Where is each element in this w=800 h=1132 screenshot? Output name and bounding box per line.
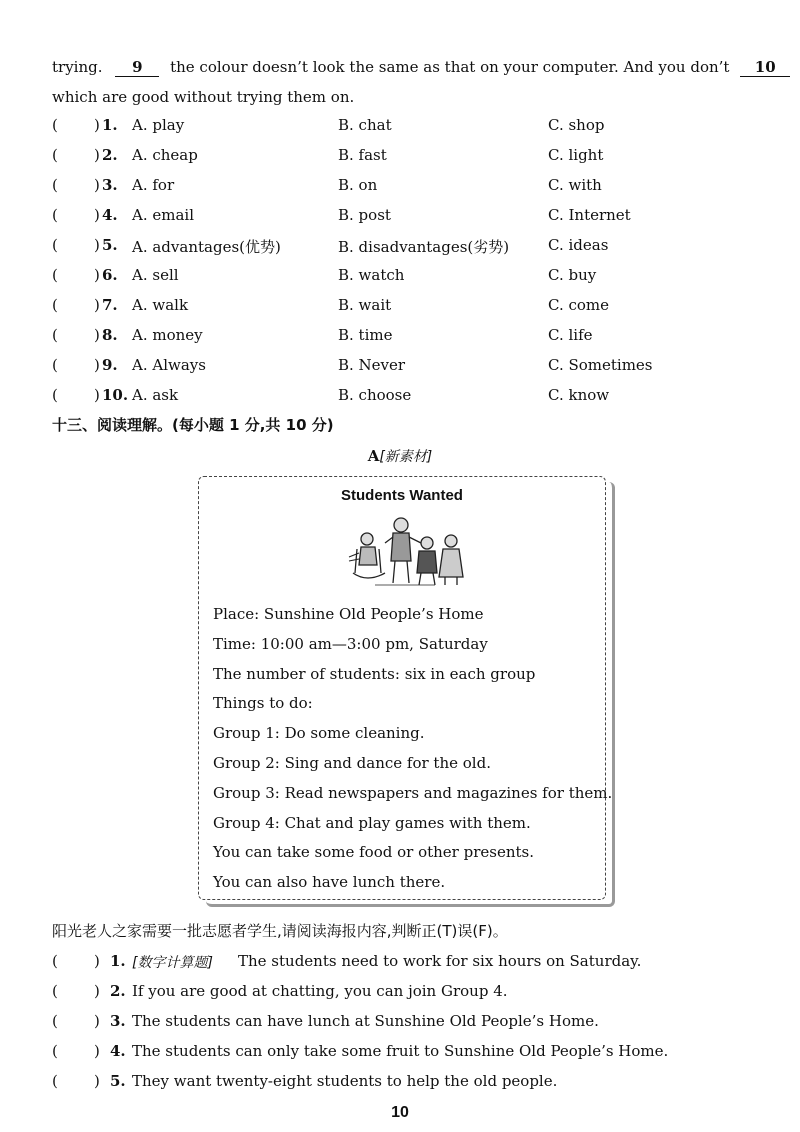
mc-question-row [52, 296, 752, 320]
mc-question-row [52, 266, 752, 290]
mc-question-row [52, 116, 752, 140]
question-number: 8. [102, 326, 118, 344]
question-tag: [数字计算题] [132, 955, 213, 971]
mc-question-row [52, 386, 752, 410]
answer-paren-close: ) [94, 176, 100, 194]
answer-paren-open[interactable]: ( [52, 266, 58, 284]
question-number: 2. [110, 982, 126, 1000]
option-a: A. cheap [132, 146, 198, 164]
option-a: A. walk [132, 296, 189, 314]
answer-paren-open[interactable]: ( [52, 206, 58, 224]
question-number: 4. [110, 1042, 126, 1060]
option-a: A. ask [132, 386, 179, 404]
passage-line-2: which are good without trying them on. [52, 88, 355, 106]
poster-line: The number of students: six in each group [213, 664, 536, 683]
mc-question-row [52, 356, 752, 380]
option-c: C. buy [548, 266, 597, 284]
question-number: 7. [102, 296, 118, 314]
part-title [0, 446, 800, 466]
option-b: B. fast [338, 146, 387, 164]
option-b: B. wait [338, 296, 392, 314]
answer-paren-open[interactable]: ( [52, 1042, 58, 1060]
answer-paren-open[interactable]: ( [52, 982, 58, 1000]
page-number: 10 [391, 1104, 409, 1121]
answer-paren-close: ) [94, 1042, 100, 1060]
mc-question-row [52, 176, 752, 200]
tf-question-row [52, 1072, 752, 1096]
question-number: 10. [102, 386, 129, 404]
option-c: C. with [548, 176, 602, 194]
mc-question-row [52, 326, 752, 350]
option-a: A. money [132, 326, 203, 344]
blank-10: 10 [740, 58, 790, 77]
option-c: C. Sometimes [548, 356, 653, 374]
part-tag: [新素材] [379, 449, 433, 465]
option-b: B. choose [338, 386, 412, 404]
question-number: 5. [110, 1072, 126, 1090]
option-b: B. post [338, 206, 391, 224]
answer-paren-close: ) [94, 116, 100, 134]
option-b: B. watch [338, 266, 405, 284]
answer-paren-open[interactable]: ( [52, 146, 58, 164]
answer-paren-open[interactable]: ( [52, 116, 58, 134]
poster-line: You can take some food or other presents. [213, 843, 534, 862]
option-a: A. advantages(优势) [132, 238, 281, 256]
poster-line: Group 3: Read newspapers and magazines for them. [213, 783, 613, 802]
part-label: A [367, 447, 380, 465]
mc-question-row [52, 146, 752, 170]
answer-paren-close: ) [94, 266, 100, 284]
answer-paren-open[interactable]: ( [52, 326, 58, 344]
option-b: B. time [338, 326, 393, 344]
option-b: B. on [338, 176, 378, 194]
option-a: A. for [132, 176, 175, 194]
option-c: C. know [548, 386, 610, 404]
question-number: 5. [102, 236, 118, 254]
answer-paren-close: ) [94, 206, 100, 224]
option-c: C. ideas [548, 236, 609, 254]
option-b: B. Never [338, 356, 406, 374]
answer-paren-close: ) [94, 1012, 100, 1030]
answer-paren-open[interactable]: ( [52, 176, 58, 194]
answer-paren-close: ) [94, 236, 100, 254]
blank-9: 9 [115, 58, 159, 77]
question-text: The students need to work for six hours on Saturday. [238, 952, 642, 970]
option-c: C. life [548, 326, 593, 344]
poster-line: You can also have lunch there. [213, 873, 446, 892]
answer-paren-close: ) [94, 1072, 100, 1090]
question-number: 1. [102, 116, 118, 134]
poster-line: Group 1: Do some cleaning. [213, 724, 425, 743]
question-text: If you are good at chatting, you can join Group 4. [132, 982, 508, 1000]
poster-line: Group 4: Chat and play games with them. [213, 813, 531, 832]
question-text: The students can only take some fruit to Sunshine Old People’s Home. [132, 1042, 669, 1060]
answer-paren-close: ) [94, 982, 100, 1000]
passage-text: the colour doesn’t look the same as that on your computer. And you don’t [170, 58, 730, 76]
mc-question-row [52, 236, 752, 260]
question-number: 9. [102, 356, 118, 374]
poster-line: Things to do: [213, 694, 313, 713]
answer-paren-open[interactable]: ( [52, 1012, 58, 1030]
answer-paren-open[interactable]: ( [52, 1072, 58, 1090]
poster-title: Students Wanted [341, 487, 463, 504]
answer-paren-close: ) [94, 952, 100, 970]
question-number: 4. [102, 206, 118, 224]
option-b: B. disadvantages(劣势) [338, 238, 510, 256]
option-a: A. Always [132, 356, 206, 374]
tf-question-row [52, 952, 752, 976]
answer-paren-open[interactable]: ( [52, 356, 58, 374]
option-c: C. shop [548, 116, 605, 134]
poster [198, 476, 613, 900]
answer-paren-open[interactable]: ( [52, 386, 58, 404]
passage-text: trying. [52, 58, 103, 76]
option-c: C. light [548, 146, 604, 164]
option-a: A. play [132, 116, 185, 134]
section-title: 十三、阅读理解。(每小题 1 分,共 10 分) [52, 416, 334, 434]
poster-line: Group 2: Sing and dance for the old. [213, 754, 491, 772]
instruction: 阳光老人之家需要一批志愿者学生,请阅读海报内容,判断正(T)误(F)。 [52, 922, 508, 940]
question-number: 2. [102, 146, 118, 164]
answer-paren-open[interactable]: ( [52, 236, 58, 254]
question-number: 1. [110, 952, 126, 970]
tf-question-row [52, 1012, 752, 1036]
question-number: 3. [110, 1012, 126, 1030]
answer-paren-open[interactable]: ( [52, 952, 58, 970]
question-number: 3. [102, 176, 118, 194]
option-c: C. Internet [548, 206, 631, 224]
option-b: B. chat [338, 116, 392, 134]
question-text: They want twenty-eight students to help the old people. [132, 1072, 558, 1090]
poster-line: Place: Sunshine Old People’s Home [213, 605, 484, 623]
tf-question-row [52, 982, 752, 1006]
answer-paren-close: ) [94, 386, 100, 404]
answer-paren-close: ) [94, 356, 100, 374]
elderly-people-illustration-icon [345, 513, 467, 589]
mc-question-row [52, 206, 752, 230]
option-a: A. email [132, 206, 195, 224]
answer-paren-open[interactable]: ( [52, 296, 58, 314]
answer-paren-close: ) [94, 296, 100, 314]
poster-line: Time: 10:00 am—3:00 pm, Saturday [213, 634, 488, 653]
passage-line-1 [52, 58, 790, 77]
question-text: The students can have lunch at Sunshine Old People’s Home. [132, 1012, 599, 1030]
option-a: A. sell [132, 266, 179, 284]
option-c: C. come [548, 296, 610, 314]
question-number: 6. [102, 266, 118, 284]
tf-question-row [52, 1042, 752, 1066]
answer-paren-close: ) [94, 326, 100, 344]
answer-paren-close: ) [94, 146, 100, 164]
